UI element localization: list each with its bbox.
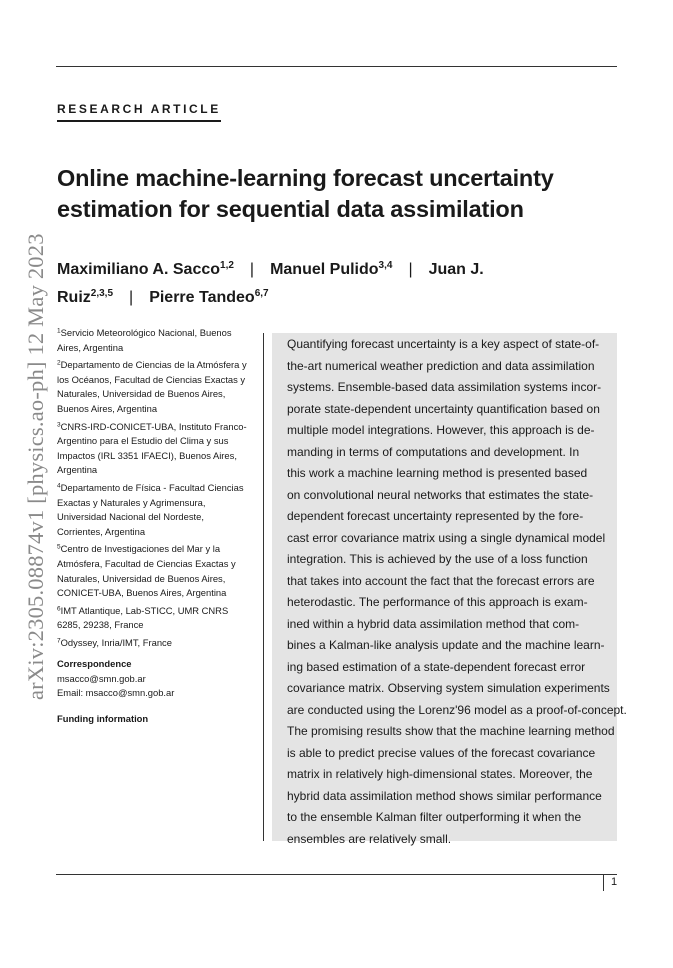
abstract-line: the-art numerical weather prediction and data assimilation (287, 358, 595, 373)
page-number: 1 (611, 876, 618, 888)
abstract-line: integration. This is achieved by the use of a loss function (287, 552, 588, 566)
title-line: estimation for sequential data assimilation (57, 196, 524, 222)
correspondence-block (57, 657, 174, 701)
abstract-line: hybrid data assimilation method shows similar performance (287, 788, 602, 803)
abstract-line: manding in terms of computations and development. In (287, 444, 580, 459)
affiliations (57, 326, 247, 653)
author-list (57, 256, 527, 312)
abstract-line: dependent forecast uncertainty represented by the fore- (287, 509, 584, 523)
bottom-rule (56, 874, 617, 875)
author-name: Juan J. (428, 261, 484, 278)
abstract-line: on convolutional neural networks that estimates the state- (287, 487, 594, 502)
abstract-line: this work a machine learning method is presented based (287, 466, 588, 480)
affiliation: $^3$CNRS-IRD-CONICET-UBA, Instituto Franco-Argentino para el Estudio del Clima y sus Impactos (IRL 3351 IFAECI), Buenos Aires, Argentina (57, 420, 247, 476)
abstract-line: bines a Kalman-like analysis update and the machine learn- (287, 638, 605, 652)
paper-title (57, 163, 597, 225)
abstract-line: matrix in relatively high-dimensional states. Moreover, the (287, 767, 593, 781)
abstract-line: ined within a hybrid data assimilation method that com- (287, 616, 580, 631)
affiliation: $^2$Departamento de Ciencias de la Atmósfera y los Océanos, Facultad de Ciencias Exactas y Naturales, Universidad de Buenos Aires, Buenos Aires, Argentina (57, 359, 247, 414)
top-rule (56, 66, 617, 67)
correspondence-email-labeled[interactable]: Email: msacco@smn.gob.ar (57, 687, 175, 699)
affiliation: $^1$Servicio Meteorológico Nacional, Buenos Aires, Argentina (57, 327, 232, 353)
abstract-line: multiple model integrations. However, this approach is de- (287, 423, 595, 437)
abstract-line: are conducted using the Lorenz'96 model as a proof-of-concept. (287, 702, 627, 717)
article-type-label: RESEARCH ARTICLE (57, 102, 221, 122)
author-separator: | (249, 261, 255, 278)
affiliation: $^6$IMT Atlantique, Lab-STICC, UMR CNRS 6285, 29238, France (57, 604, 229, 631)
author-name: Manuel Pulido$^{3,4}$ (270, 260, 393, 278)
abstract-box (272, 333, 627, 846)
affiliation: $^4$Departamento de Física - Facultad Ciencias Exactas y Naturales y Agrimensura, Universidad Nacional del Nordeste, Corrientes, Argentina (57, 481, 244, 537)
author-name: Maximiliano A. Sacco$^{1,2}$ (57, 260, 234, 278)
abstract-line: ing based estimation of a state-dependent forecast error (287, 659, 586, 674)
abstract-line: systems. Ensemble-based data assimilation systems incor- (287, 380, 602, 394)
abstract-line: to the ensemble Kalman filter outperforming it when the (287, 810, 582, 824)
abstract-left-rule (263, 333, 264, 841)
author-name: Pierre Tandeo$^{6,7}$ (149, 288, 269, 306)
abstract-line: that takes into account the fact that the forecast errors are (287, 573, 595, 588)
abstract-line: cast error covariance matrix using a single dynamical model (287, 530, 606, 545)
correspondence-email[interactable]: msacco@smn.gob.ar (57, 672, 146, 684)
author-separator: | (408, 261, 413, 278)
abstract-line: Quantifying forecast uncertainty is a key aspect of state-of- (287, 337, 600, 351)
abstract-line: is able to predict precise values of the forecast covariance (287, 745, 596, 760)
author-separator: | (129, 289, 134, 306)
abstract-line: ensembles are relatively small. (287, 831, 452, 846)
abstract-line: porate state-dependent uncertainty quantification based on (287, 401, 600, 416)
affiliation: $^5$Centro de Investigaciones del Mar y la Atmósfera, Facultad de Ciencias Exactas y Naturales, Universidad de Buenos Aires, CONICET-UBA, Buenos Aires, Argentina (57, 543, 236, 599)
title-line: Online machine-learning forecast uncertainty (57, 165, 554, 191)
correspondence-heading: Correspondence (57, 658, 132, 669)
affiliation: $^7$Odyssey, Inria/IMT, France (57, 636, 172, 648)
page-number-divider (603, 874, 604, 891)
abstract-line: heterodastic. The performance of this approach is exam- (287, 595, 588, 609)
funding-block (57, 712, 148, 727)
arxiv-identifier[interactable]: arXiv:2305.08874v1 [physics.ao-ph] 12 May 2023 (23, 233, 48, 700)
author-name: Ruiz$^{2,3,5}$ (57, 288, 114, 306)
abstract-text (272, 333, 627, 850)
abstract-line: The promising results show that the machine learning method (287, 724, 615, 738)
funding-heading: Funding information (57, 713, 149, 724)
abstract-line: covariance matrix. Observing system simulation experiments (287, 681, 610, 695)
